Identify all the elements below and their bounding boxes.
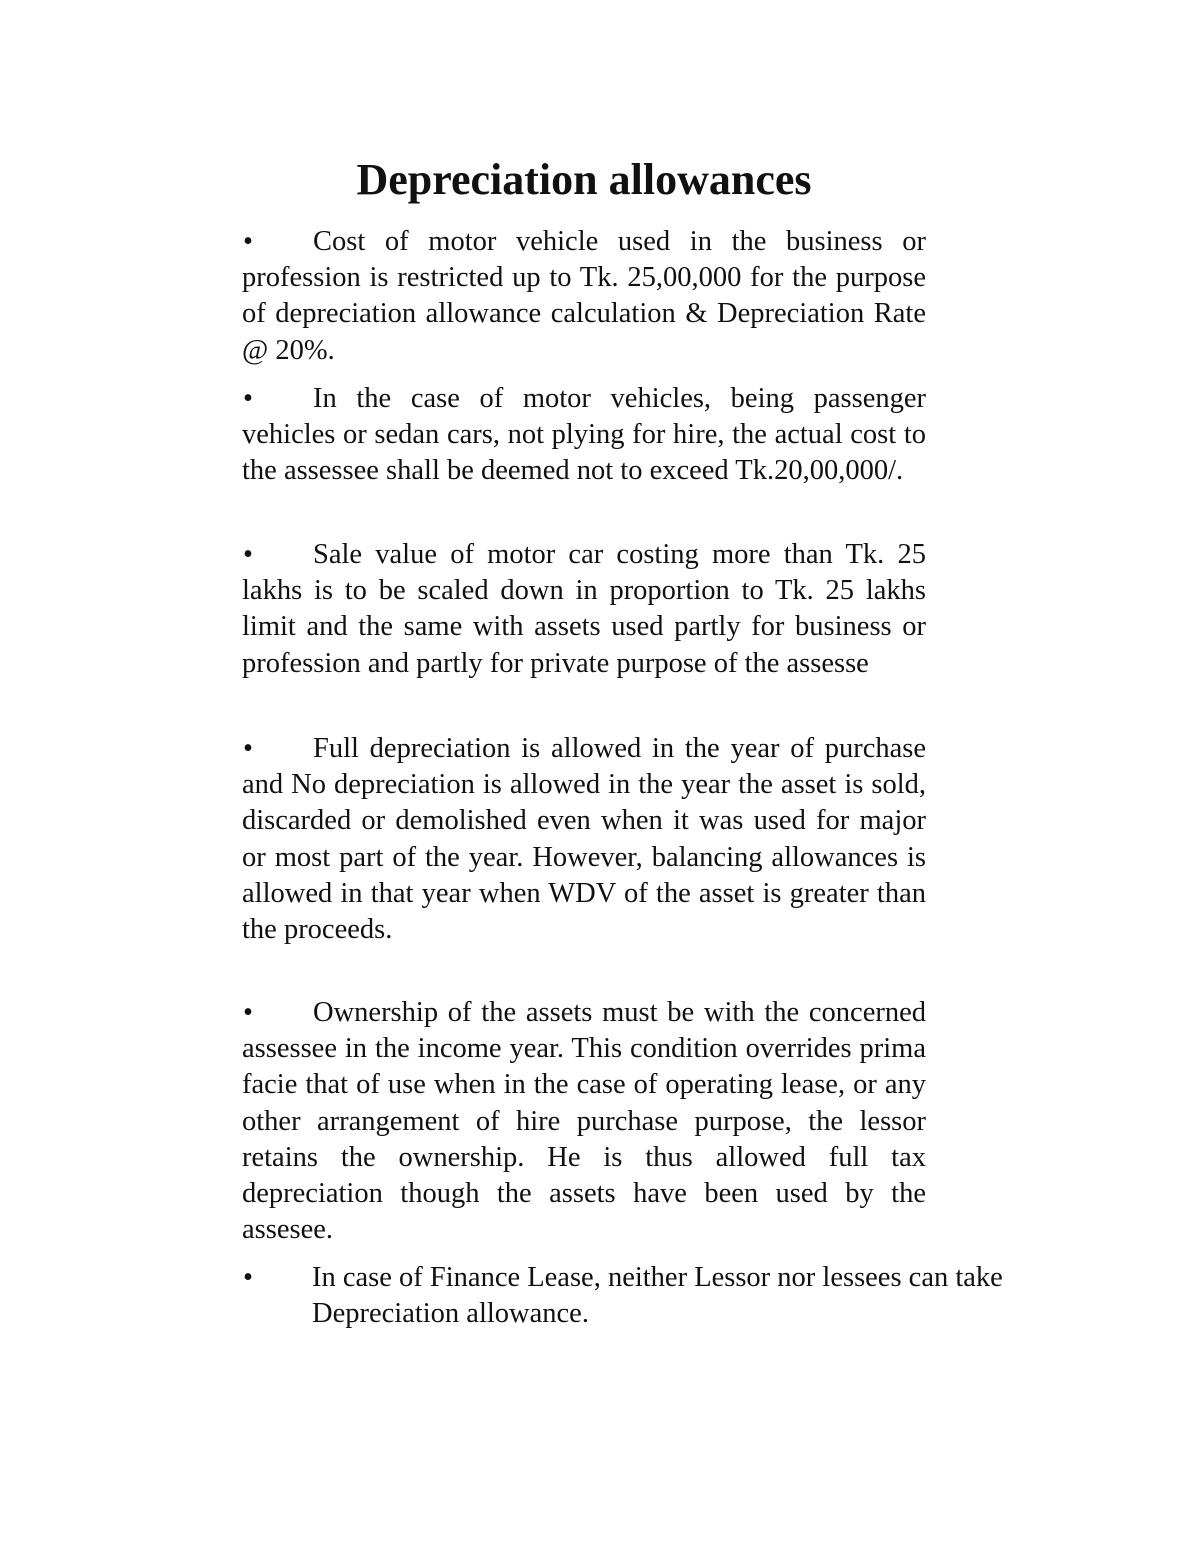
list-item-text: Cost of motor vehicle used in the business or profession is restricted up to Tk. 25,00,000 for the purpose of depreciation allowance calculation & Depreciation Rate @ 20%.	[242, 226, 926, 366]
list-item	[242, 731, 926, 948]
bullet: •	[243, 997, 253, 1028]
list-item	[242, 995, 926, 1248]
bullet: •	[243, 733, 253, 764]
bullet: •	[243, 383, 253, 414]
list-item-text: Sale value of motor car costing more than Tk. 25 lakhs is to be scaled down in proportion to Tk. 25 lakhs limit and the same with assets used partly for business or profession and partly for private purpose of the assesse	[242, 539, 926, 679]
list-item	[242, 224, 926, 369]
list-item	[242, 537, 926, 682]
bullet: •	[243, 539, 253, 570]
list-item-text: Ownership of the assets must be with the concerned assessee in the income year. This condition overrides prima facie that of use when in the case of operating lease, or any other arrangement of hire purchase purpose, the lessor retains the ownership. He is thus allowed full tax depreciation though the assets have been used by the assesee.	[242, 997, 926, 1246]
list-item	[242, 1260, 1062, 1332]
bullet: •	[243, 226, 253, 257]
page-title: Depreciation allowances	[356, 155, 812, 204]
list-item-text: In the case of motor vehicles, being passenger vehicles or sedan cars, not plying for hire, the actual cost to the assessee shall be deemed not to exceed Tk.20,00,000/.	[242, 383, 926, 487]
list-item-text: Full depreciation is allowed in the year of purchase and No depreciation is allowed in the year the asset is sold, discarded or demolished even when it was used for major or most part of the year. However, balancing allowances is allowed in that year when WDV of the asset is greater than the proceeds.	[242, 733, 926, 946]
bullet: •	[243, 1262, 253, 1293]
list-item-text: In case of Finance Lease, neither Lessor nor lessees can take Depreciation allowance.	[312, 1262, 1003, 1330]
list-item	[242, 381, 926, 490]
